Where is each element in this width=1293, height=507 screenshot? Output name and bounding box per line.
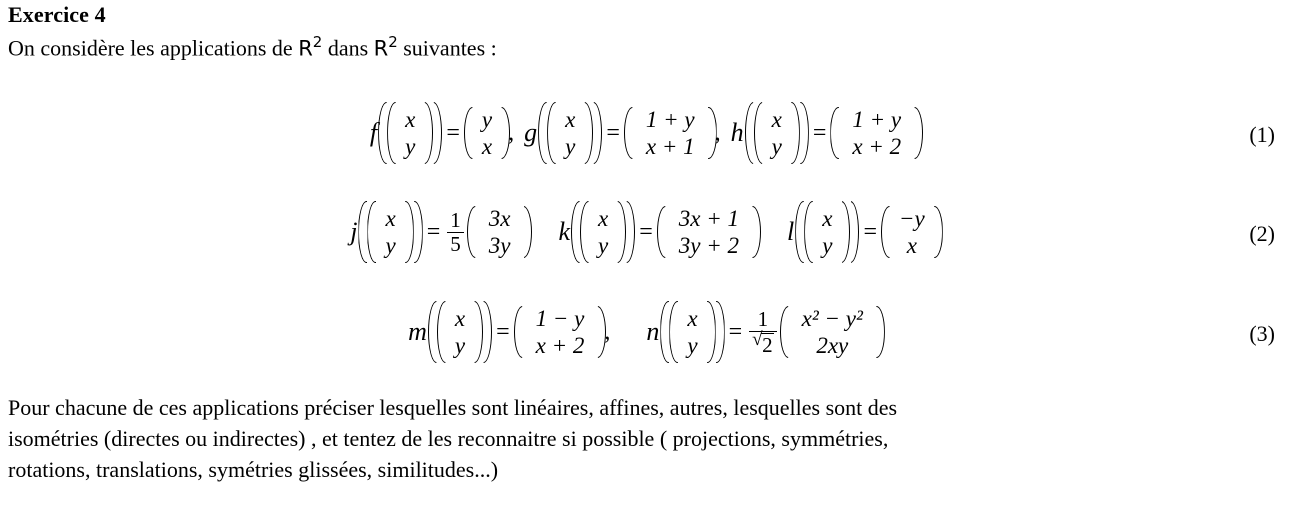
- equals-sign-g: =: [606, 119, 620, 146]
- vector-top: 1 + y: [645, 106, 695, 132]
- equals-sign-h: =: [812, 119, 827, 146]
- vector-top: x: [385, 205, 396, 231]
- paren-right-icon: [617, 201, 626, 263]
- fraction-numerator: 1: [450, 208, 461, 233]
- paragraph-line-1: Pour chacune de ces applications préciser lesquelles sont linéaires, affines, autres, lesquelles sont des: [8, 395, 898, 420]
- intro-suffix: suivantes :: [397, 35, 497, 61]
- paren-left-icon: [881, 206, 890, 258]
- function-name-g: g: [524, 118, 538, 147]
- vector-top: x: [822, 205, 833, 231]
- vector-top: 1 − y: [535, 305, 585, 331]
- paren-right-icon: [876, 306, 885, 358]
- vector-top: −y: [899, 205, 925, 231]
- outer-paren-h: [745, 102, 809, 164]
- paren-right-icon: [707, 301, 716, 363]
- equals-sign-j: =: [426, 218, 441, 245]
- paren-right-icon: [850, 201, 859, 263]
- output-paren-m: [514, 305, 607, 359]
- paren-right-icon: [800, 102, 809, 164]
- paren-left-icon: [387, 102, 396, 164]
- sqrt-icon: [752, 332, 774, 356]
- vector-bottom: y: [822, 233, 833, 258]
- output-paren-j: [467, 205, 533, 259]
- vector-top: 1 + y: [852, 106, 902, 132]
- function-name-m: m: [408, 317, 427, 346]
- output-paren-g: [624, 106, 717, 160]
- paren-left-icon: [378, 102, 387, 164]
- paren-left-icon: [804, 201, 813, 263]
- equation-row-2: [0, 196, 1293, 268]
- equation-number-1: (1): [1249, 122, 1275, 147]
- inner-paren-g: [547, 102, 593, 164]
- inner-paren-n: [669, 301, 715, 363]
- outer-paren-m: [428, 301, 492, 363]
- paren-right-icon: [501, 107, 510, 159]
- inner-paren-f: [387, 102, 433, 164]
- outer-paren-f: [378, 102, 442, 164]
- paren-left-icon: [358, 201, 367, 263]
- paren-right-icon: [593, 102, 602, 164]
- vector-top: x: [771, 106, 782, 132]
- input-vector-l: [813, 205, 841, 259]
- paren-left-icon: [624, 107, 633, 159]
- set-r-1-exponent: 2: [312, 33, 323, 51]
- paren-right-icon: [841, 201, 850, 263]
- output-vector-h: [839, 106, 914, 160]
- input-vector-j: [376, 205, 404, 259]
- paren-left-icon: [514, 306, 523, 358]
- paren-left-icon: [571, 201, 580, 263]
- function-name-h: h: [730, 118, 744, 147]
- inner-paren-m: [437, 301, 483, 363]
- output-vector-g: [633, 106, 708, 160]
- vector-top: x: [454, 305, 466, 331]
- vector-bottom: y: [405, 134, 416, 159]
- exercise-title: Exercice 4: [8, 2, 106, 27]
- paren-right-icon: [791, 102, 800, 164]
- paragraph-line-2: isométries (directes ou indirectes) , et tentez de les reconnaitre si possible ( projections, symmétries,: [8, 426, 889, 452]
- output-vector-j: [476, 205, 524, 259]
- function-name-f: f: [369, 118, 378, 147]
- vector-bottom: x + 1: [645, 134, 695, 159]
- output-paren-k: [657, 205, 761, 259]
- outer-paren-k: [571, 201, 635, 263]
- paren-right-icon: [584, 102, 593, 164]
- vector-bottom: x + 2: [535, 333, 585, 358]
- vector-top: x: [405, 106, 416, 132]
- paren-left-icon: [660, 301, 669, 363]
- vector-bottom: x: [906, 233, 917, 258]
- equation-number-3: (3): [1249, 321, 1275, 346]
- paren-right-icon: [483, 301, 492, 363]
- intro-prefix: On considère les applications de: [8, 35, 299, 61]
- intro-line: [8, 33, 497, 61]
- vector-bottom: 2xy: [816, 333, 849, 358]
- vector-bottom: y: [598, 233, 609, 258]
- paren-left-icon: [745, 102, 754, 164]
- vector-bottom: x: [481, 134, 493, 159]
- paren-left-icon: [547, 102, 556, 164]
- vector-bottom: 3y + 2: [678, 233, 740, 258]
- sqrt-radicand: 2: [762, 332, 773, 357]
- vector-top: y: [481, 106, 493, 132]
- inner-paren-h: [754, 102, 800, 164]
- set-r-2-exponent: 2: [388, 33, 398, 51]
- vector-bottom: y: [771, 134, 782, 159]
- equation-number-2: (2): [1249, 221, 1275, 246]
- function-name-k: k: [558, 217, 571, 246]
- paren-left-icon: [580, 201, 589, 263]
- paren-left-icon: [467, 206, 476, 258]
- paren-left-icon: [754, 102, 763, 164]
- output-paren-h: [830, 106, 923, 160]
- equals-sign-l: =: [863, 218, 878, 245]
- paragraph-line-3: rotations, translations, symétries glissées, similitudes...): [8, 457, 499, 483]
- output-vector-l: [890, 205, 934, 259]
- scalar-fraction-n: [749, 308, 777, 355]
- vector-top: x: [687, 305, 698, 331]
- input-vector-g: [556, 106, 584, 160]
- paren-left-icon: [367, 201, 376, 263]
- inner-paren-l: [804, 201, 850, 263]
- paren-right-icon: [405, 201, 414, 263]
- paren-right-icon: [626, 201, 635, 263]
- equation-row-1: [0, 97, 1293, 169]
- vector-top: 3x: [488, 205, 511, 231]
- output-vector-k: [666, 205, 752, 259]
- paren-right-icon: [597, 306, 606, 358]
- input-vector-m: [446, 305, 474, 359]
- vector-bottom: x + 2: [852, 134, 902, 159]
- paren-left-icon: [657, 206, 666, 258]
- paren-right-icon: [934, 206, 943, 258]
- vector-bottom: y: [687, 333, 698, 358]
- vector-top: x: [598, 205, 609, 231]
- fraction-denominator: 5: [447, 232, 464, 255]
- input-vector-h: [763, 106, 791, 160]
- paren-right-icon: [433, 102, 442, 164]
- paren-left-icon: [464, 107, 473, 159]
- outer-paren-j: [358, 201, 422, 263]
- vector-top: 3x + 1: [678, 205, 740, 231]
- inner-paren-k: [580, 201, 626, 263]
- equals-sign-m: =: [496, 318, 510, 345]
- outer-paren-g: [538, 102, 602, 164]
- output-paren-n: [780, 305, 885, 359]
- closing-paragraph: [8, 392, 1285, 486]
- separator-m: ,: [604, 318, 611, 345]
- scalar-fraction-j: [447, 209, 464, 254]
- inner-paren-j: [367, 201, 413, 263]
- intro-middle: dans: [322, 35, 374, 61]
- fraction-denominator: [749, 331, 777, 356]
- equals-sign-f: =: [446, 119, 460, 146]
- paren-right-icon: [708, 107, 717, 159]
- input-vector-k: [589, 205, 617, 259]
- output-vector-n: [789, 305, 876, 359]
- output-paren-f: [464, 106, 510, 160]
- paren-right-icon: [474, 301, 483, 363]
- input-vector-n: [678, 305, 706, 359]
- function-name-l: l: [787, 217, 795, 246]
- equation-row-3: [0, 296, 1293, 368]
- paren-left-icon: [830, 107, 839, 159]
- paren-right-icon: [424, 102, 433, 164]
- paren-left-icon: [795, 201, 804, 263]
- paren-left-icon: [780, 306, 789, 358]
- set-r-1: R: [298, 36, 313, 61]
- equals-sign-k: =: [639, 218, 653, 245]
- paren-left-icon: [669, 301, 678, 363]
- outer-paren-n: [660, 301, 724, 363]
- vector-top: x² − y²: [801, 305, 863, 331]
- input-vector-f: [396, 106, 424, 160]
- output-paren-l: [881, 205, 943, 259]
- paren-right-icon: [716, 301, 725, 363]
- function-name-n: n: [646, 317, 660, 346]
- outer-paren-l: [795, 201, 859, 263]
- vector-bottom: y: [385, 233, 396, 258]
- paren-left-icon: [428, 301, 437, 363]
- paren-left-icon: [437, 301, 446, 363]
- separator-f: ,: [508, 119, 515, 146]
- function-name-j: j: [350, 217, 358, 246]
- paren-right-icon: [414, 201, 423, 263]
- paren-right-icon: [914, 107, 923, 159]
- equals-sign-n: =: [728, 318, 743, 345]
- output-vector-f: [473, 106, 501, 160]
- paren-right-icon: [752, 206, 761, 258]
- set-r-2: R: [373, 36, 389, 61]
- vector-top: x: [565, 106, 576, 132]
- vector-bottom: y: [565, 134, 576, 159]
- output-vector-m: [523, 305, 598, 359]
- vector-bottom: 3y: [488, 233, 511, 258]
- vector-bottom: y: [454, 333, 466, 358]
- paren-left-icon: [538, 102, 547, 164]
- fraction-numerator: 1: [757, 307, 769, 332]
- separator-g: ,: [714, 119, 721, 146]
- paren-right-icon: [523, 206, 532, 258]
